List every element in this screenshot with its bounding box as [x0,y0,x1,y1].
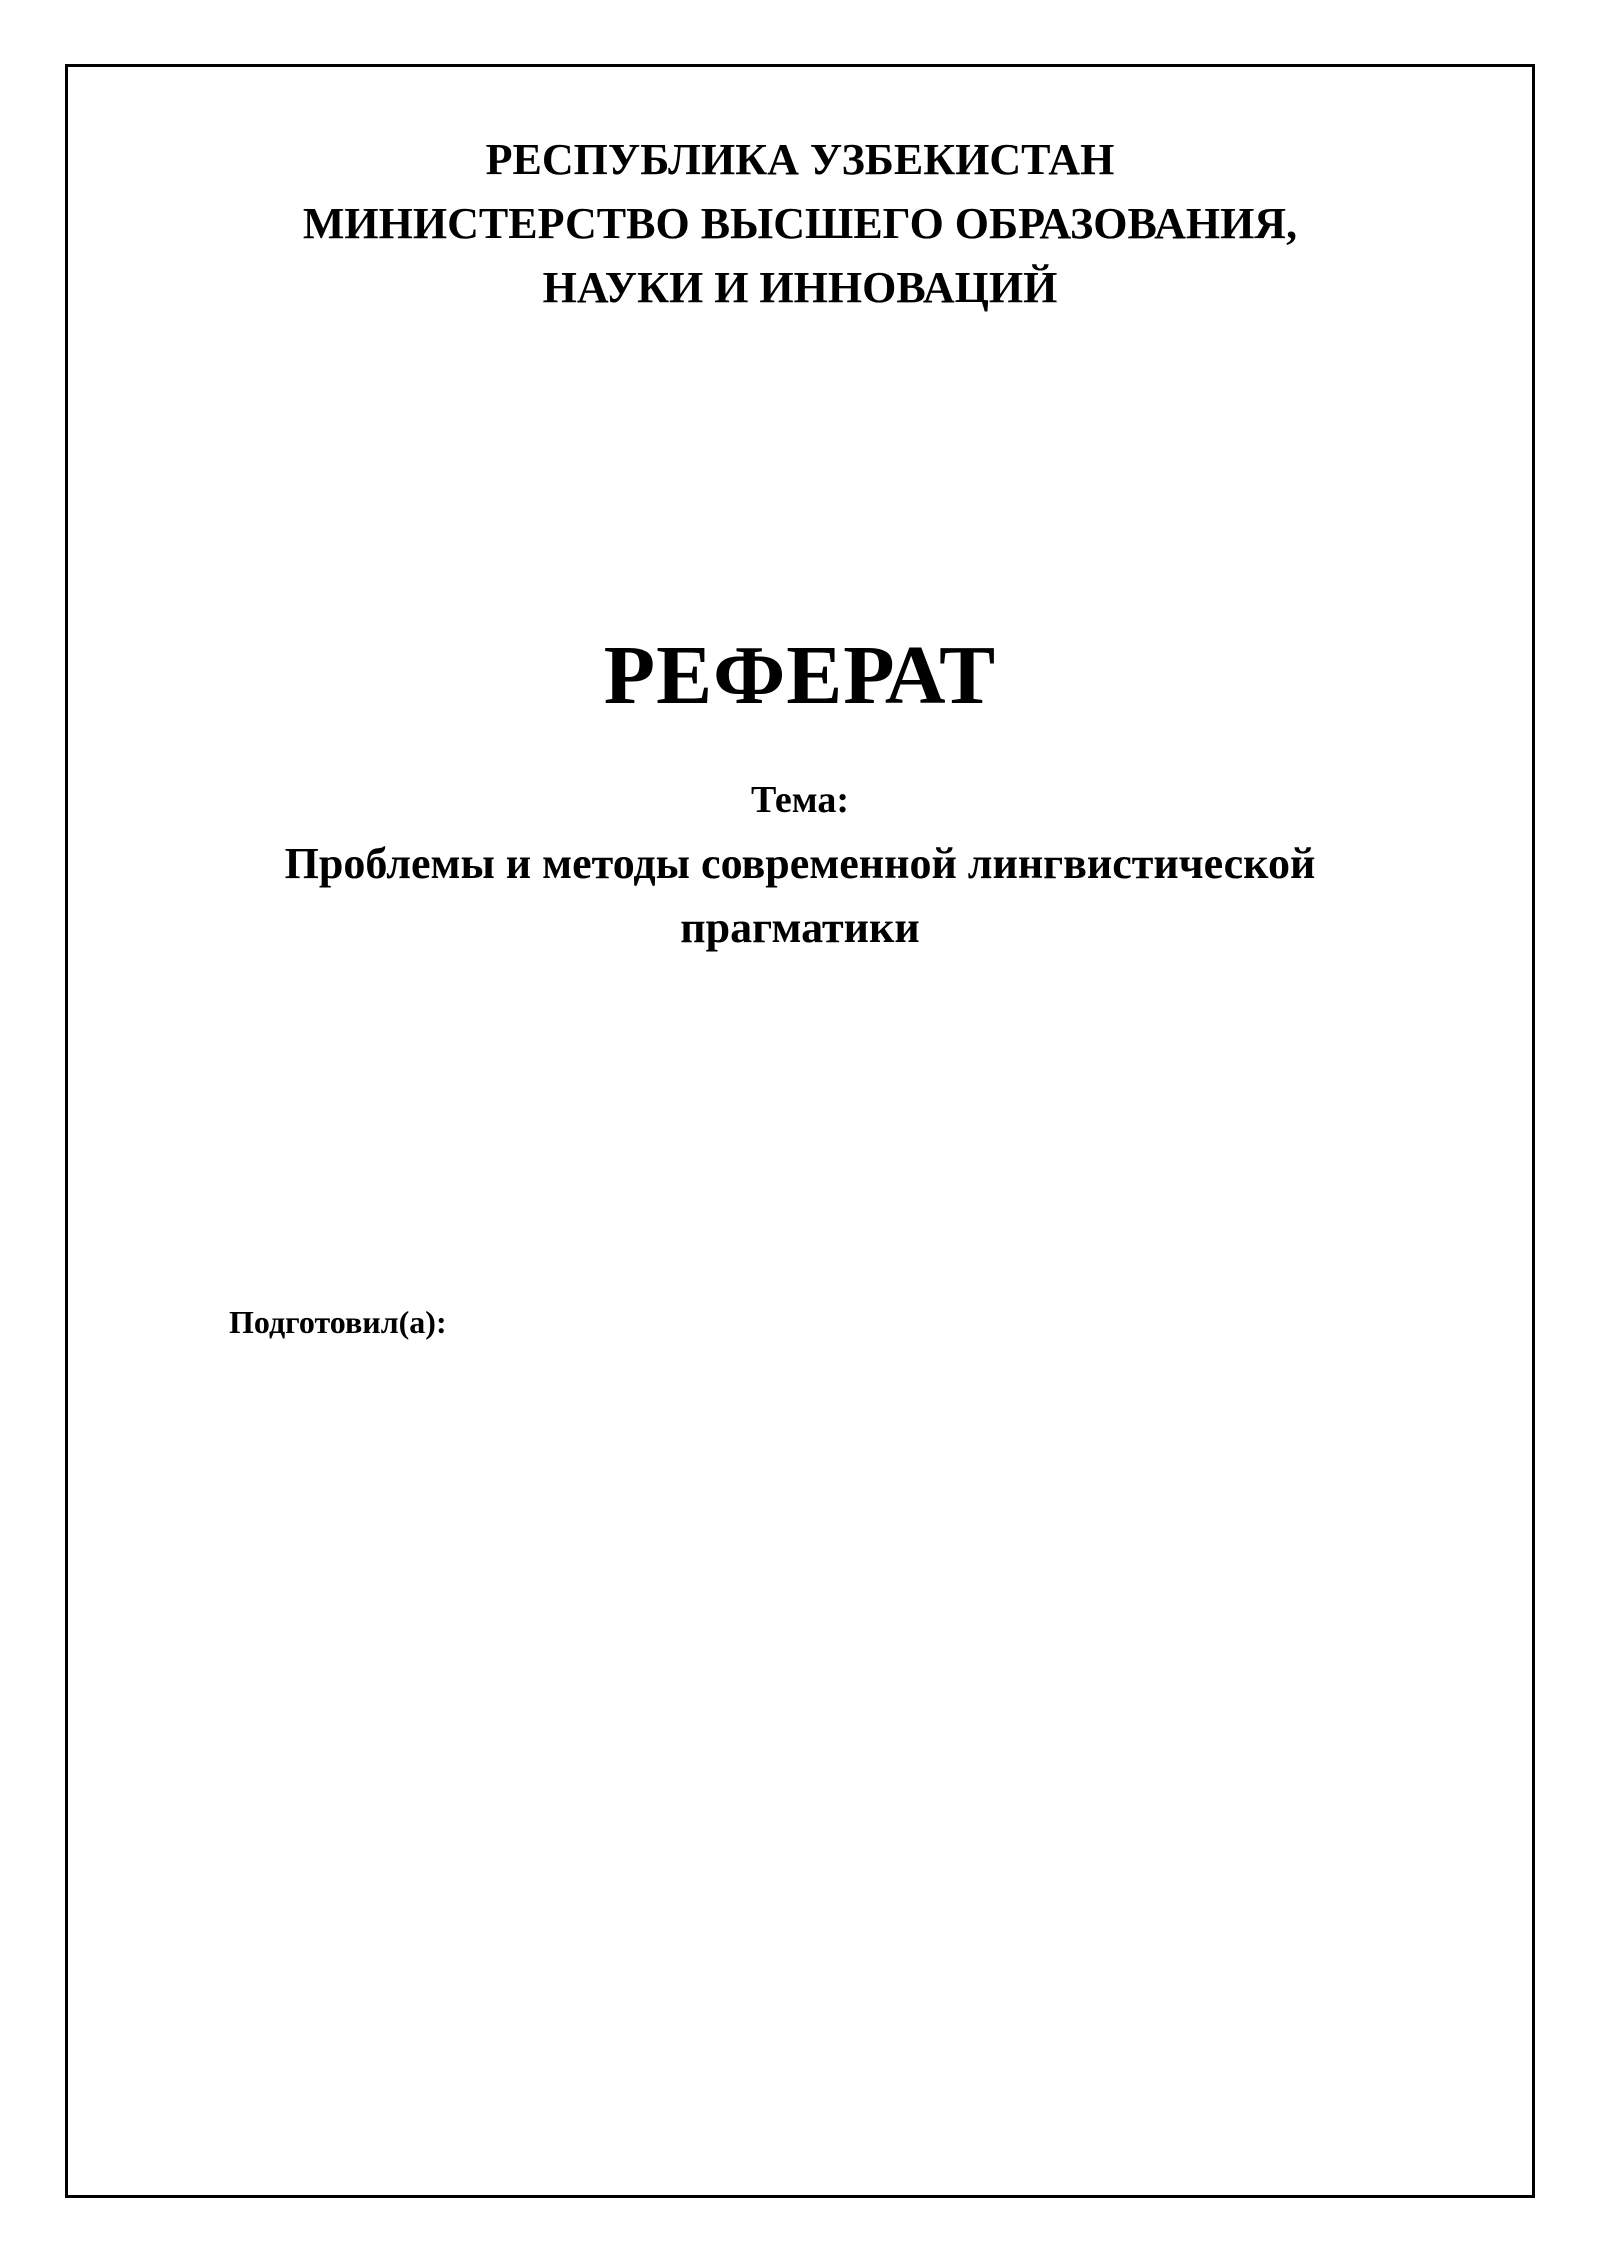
document-type-title: РЕФЕРАТ [603,629,997,722]
header-line-country: РЕСПУБЛИКА УЗБЕКИСТАН [485,135,1115,184]
institution-header [0,128,1600,320]
page-border-frame [65,64,1535,2198]
header-line-ministry: МИНИСТЕРСТВО ВЫСШЕГО ОБРАЗОВАНИЯ, [302,199,1298,248]
topic-label: Тема: [750,779,850,821]
header-line-ministry-cont: НАУКИ И ИННОВАЦИЙ [542,263,1058,312]
topic-title-line-2: прагматики [680,903,920,952]
topic-title [0,832,1600,960]
prepared-by-label: Подготовил(а): [229,1304,447,1340]
topic-title-line-1: Проблемы и методы современной лингвистической [284,839,1316,888]
